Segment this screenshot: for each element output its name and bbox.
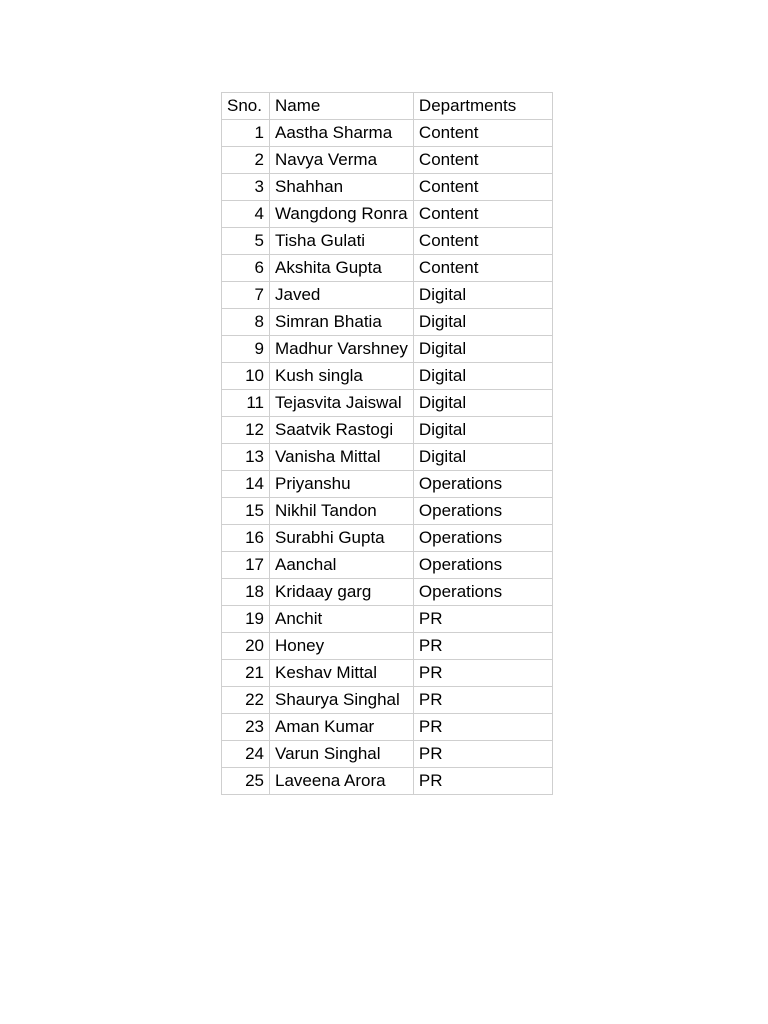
cell-sno: 11 bbox=[222, 390, 270, 417]
cell-department: Digital bbox=[413, 390, 552, 417]
cell-name: Kush singla bbox=[270, 363, 414, 390]
table-row bbox=[222, 633, 553, 660]
cell-name: Tisha Gulati bbox=[270, 228, 414, 255]
cell-name: Varun Singhal bbox=[270, 741, 414, 768]
cell-sno: 5 bbox=[222, 228, 270, 255]
table-row bbox=[222, 498, 553, 525]
cell-department: PR bbox=[413, 741, 552, 768]
table-row bbox=[222, 660, 553, 687]
table-row bbox=[222, 336, 553, 363]
cell-department: PR bbox=[413, 633, 552, 660]
cell-name: Akshita Gupta bbox=[270, 255, 414, 282]
cell-department: Content bbox=[413, 255, 552, 282]
cell-department: Operations bbox=[413, 579, 552, 606]
cell-department: Operations bbox=[413, 552, 552, 579]
cell-department: PR bbox=[413, 687, 552, 714]
table-row bbox=[222, 282, 553, 309]
cell-name: Vanisha Mittal bbox=[270, 444, 414, 471]
cell-department: Operations bbox=[413, 498, 552, 525]
cell-sno: 24 bbox=[222, 741, 270, 768]
cell-name: Tejasvita Jaiswal bbox=[270, 390, 414, 417]
cell-sno: 1 bbox=[222, 120, 270, 147]
cell-sno: 12 bbox=[222, 417, 270, 444]
cell-name: Aman Kumar bbox=[270, 714, 414, 741]
table-row bbox=[222, 390, 553, 417]
cell-name: Javed bbox=[270, 282, 414, 309]
member-table bbox=[221, 92, 553, 795]
header-sno: Sno. bbox=[222, 93, 270, 120]
cell-department: Operations bbox=[413, 525, 552, 552]
cell-name: Keshav Mittal bbox=[270, 660, 414, 687]
cell-sno: 16 bbox=[222, 525, 270, 552]
cell-department: Content bbox=[413, 120, 552, 147]
cell-department: Content bbox=[413, 228, 552, 255]
header-row bbox=[222, 93, 553, 120]
table-row bbox=[222, 255, 553, 282]
cell-department: Digital bbox=[413, 336, 552, 363]
cell-name: Aastha Sharma bbox=[270, 120, 414, 147]
spreadsheet-page bbox=[221, 92, 553, 795]
cell-sno: 25 bbox=[222, 768, 270, 795]
cell-sno: 20 bbox=[222, 633, 270, 660]
cell-sno: 2 bbox=[222, 147, 270, 174]
table-row bbox=[222, 714, 553, 741]
cell-name: Aanchal bbox=[270, 552, 414, 579]
cell-sno: 17 bbox=[222, 552, 270, 579]
table-row bbox=[222, 606, 553, 633]
cell-name: Anchit bbox=[270, 606, 414, 633]
cell-sno: 23 bbox=[222, 714, 270, 741]
cell-sno: 19 bbox=[222, 606, 270, 633]
cell-name: Saatvik Rastogi bbox=[270, 417, 414, 444]
cell-name: Shahhan bbox=[270, 174, 414, 201]
cell-sno: 22 bbox=[222, 687, 270, 714]
table-row bbox=[222, 444, 553, 471]
table-row bbox=[222, 741, 553, 768]
table-row bbox=[222, 120, 553, 147]
cell-name: Wangdong Ronra bbox=[270, 201, 414, 228]
cell-name: Navya Verma bbox=[270, 147, 414, 174]
cell-name: Nikhil Tandon bbox=[270, 498, 414, 525]
cell-name: Laveena Arora bbox=[270, 768, 414, 795]
table-row bbox=[222, 174, 553, 201]
cell-department: Operations bbox=[413, 471, 552, 498]
cell-sno: 9 bbox=[222, 336, 270, 363]
cell-sno: 3 bbox=[222, 174, 270, 201]
cell-sno: 6 bbox=[222, 255, 270, 282]
cell-name: Priyanshu bbox=[270, 471, 414, 498]
cell-sno: 15 bbox=[222, 498, 270, 525]
table-row bbox=[222, 228, 553, 255]
cell-name: Simran Bhatia bbox=[270, 309, 414, 336]
cell-department: Digital bbox=[413, 444, 552, 471]
cell-name: Madhur Varshney bbox=[270, 336, 414, 363]
cell-name: Surabhi Gupta bbox=[270, 525, 414, 552]
cell-sno: 21 bbox=[222, 660, 270, 687]
header-departments: Departments bbox=[413, 93, 552, 120]
table-row bbox=[222, 579, 553, 606]
cell-sno: 13 bbox=[222, 444, 270, 471]
table-body bbox=[222, 93, 553, 795]
cell-sno: 14 bbox=[222, 471, 270, 498]
cell-sno: 7 bbox=[222, 282, 270, 309]
cell-department: PR bbox=[413, 768, 552, 795]
cell-department: PR bbox=[413, 606, 552, 633]
table-row bbox=[222, 687, 553, 714]
table-row bbox=[222, 309, 553, 336]
table-row bbox=[222, 525, 553, 552]
cell-department: Content bbox=[413, 147, 552, 174]
cell-sno: 8 bbox=[222, 309, 270, 336]
cell-department: Digital bbox=[413, 309, 552, 336]
table-row bbox=[222, 768, 553, 795]
cell-name: Kridaay garg bbox=[270, 579, 414, 606]
table-row bbox=[222, 417, 553, 444]
cell-department: Content bbox=[413, 201, 552, 228]
cell-department: PR bbox=[413, 714, 552, 741]
header-name: Name bbox=[270, 93, 414, 120]
cell-department: Digital bbox=[413, 363, 552, 390]
table-row bbox=[222, 552, 553, 579]
cell-department: Digital bbox=[413, 282, 552, 309]
table-row bbox=[222, 147, 553, 174]
table-row bbox=[222, 201, 553, 228]
cell-sno: 10 bbox=[222, 363, 270, 390]
cell-sno: 18 bbox=[222, 579, 270, 606]
table-row bbox=[222, 363, 553, 390]
table-row bbox=[222, 471, 553, 498]
cell-name: Shaurya Singhal bbox=[270, 687, 414, 714]
cell-sno: 4 bbox=[222, 201, 270, 228]
cell-name: Honey bbox=[270, 633, 414, 660]
cell-department: PR bbox=[413, 660, 552, 687]
cell-department: Content bbox=[413, 174, 552, 201]
cell-department: Digital bbox=[413, 417, 552, 444]
